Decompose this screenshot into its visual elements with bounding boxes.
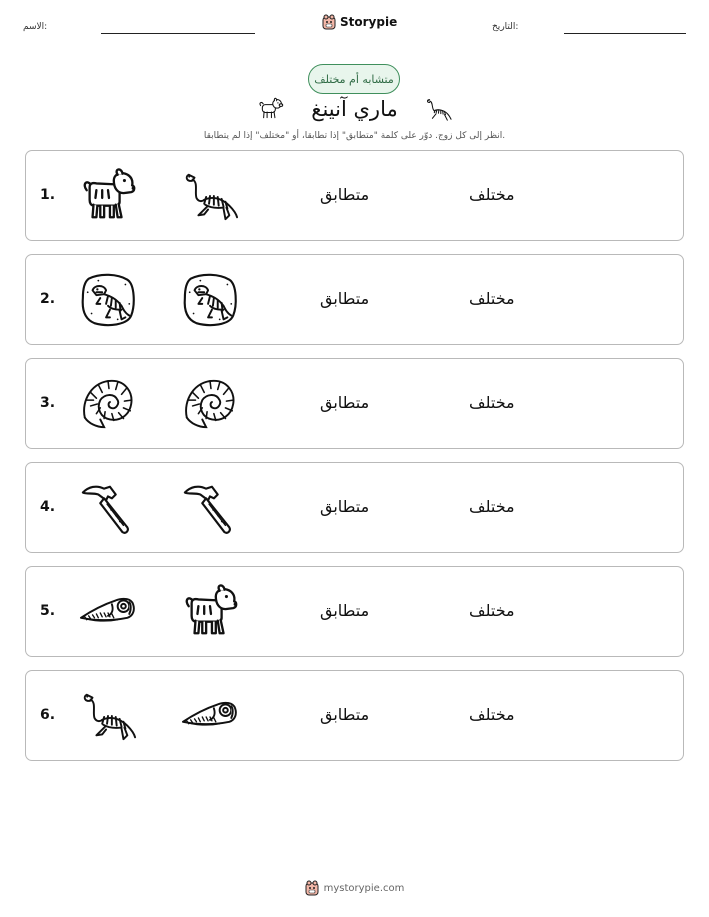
answer-different[interactable]: مختلف [469,497,515,516]
pair-row [25,150,684,241]
pair-row [25,462,684,553]
fossil-stone-icon [181,271,239,329]
dog-icon [181,583,239,641]
pair-row [25,254,684,345]
instructions: انظر إلى كل زوج. دوّر على كلمة "متطابق" إذا تطابقا، أو "مختلف" إذا لم يتطابقا. [203,131,506,141]
answer-different[interactable]: مختلف [469,393,515,412]
storypie-logo-icon [322,14,336,30]
ichthyosaur-skull-icon [79,583,137,641]
brand-name: Storypie [340,15,398,29]
answer-different[interactable]: مختلف [469,289,515,308]
storypie-logo-icon [305,880,319,896]
pair-row [25,566,684,657]
answer-different[interactable]: مختلف [469,601,515,620]
row-number: 1. [40,187,56,203]
answer-different[interactable]: مختلف [469,705,515,724]
hammer-icon [79,479,137,537]
dog-icon [257,96,285,122]
row-number: 3. [40,395,56,411]
name-label: الاسم: [23,22,48,32]
worksheet-type-badge: متشابه أم مختلف [308,64,400,94]
pair-row [25,358,684,449]
title-row [0,92,709,126]
ammonite-icon [181,375,239,433]
row-number: 4. [40,499,56,515]
answer-same[interactable]: متطابق [320,601,370,620]
date-label: التاريخ: [492,22,519,32]
hammer-icon [181,479,239,537]
answer-same[interactable]: متطابق [320,705,370,724]
brand [322,14,397,30]
page-title: ماري آنينغ [311,97,398,121]
answer-same[interactable]: متطابق [320,289,370,308]
plesiosaur-skeleton-icon [79,687,137,745]
date-line[interactable] [564,33,686,34]
plesiosaur-skeleton-icon [424,95,452,123]
row-number: 2. [40,291,56,307]
plesiosaur-skeleton-icon [181,167,239,225]
row-number: 5. [40,603,56,619]
name-line[interactable] [101,33,255,34]
dog-icon [79,167,137,225]
ammonite-icon [79,375,137,433]
ichthyosaur-skull-icon [181,687,239,745]
row-number: 6. [40,707,56,723]
answer-same[interactable]: متطابق [320,185,370,204]
footer-url[interactable]: mystorypie.com [323,882,405,894]
footer [0,880,709,896]
answer-same[interactable]: متطابق [320,393,370,412]
answer-different[interactable]: مختلف [469,185,515,204]
pair-row [25,670,684,761]
fossil-stone-icon [79,271,137,329]
answer-same[interactable]: متطابق [320,497,370,516]
